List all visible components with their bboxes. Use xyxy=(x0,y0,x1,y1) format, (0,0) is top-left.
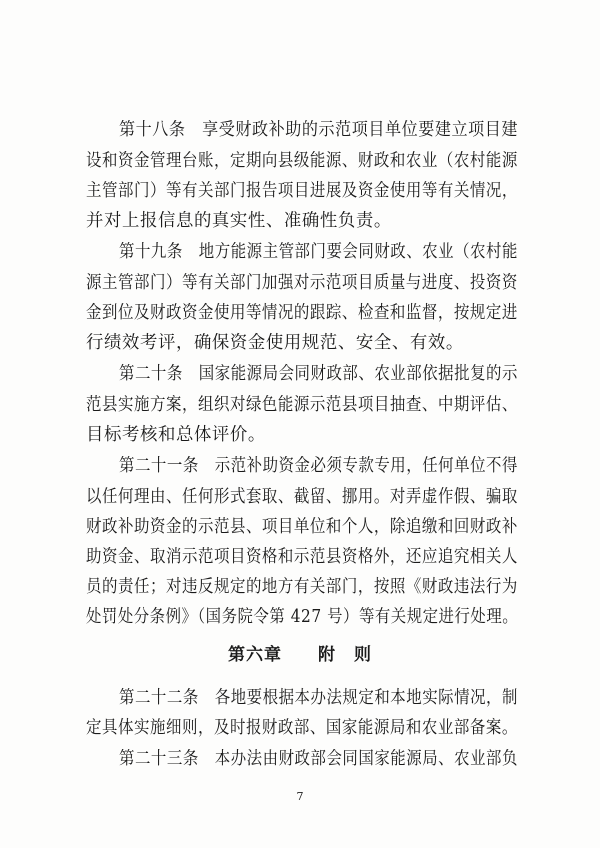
article-21-line-2: 以任何理由、任何形式套取、截留、挪用。对弄虚作假、骗取 xyxy=(86,487,518,507)
article-21-line-1: 第二十一条 示范补助资金必须专款专用，任何单位不得 xyxy=(119,456,518,476)
article-19-line-3: 金到位及财政资金使用等情况的跟踪、检查和监督，按规定进 xyxy=(86,303,518,323)
article-20-line-1: 第二十条 国家能源局会同财政部、农业部依据批复的示 xyxy=(119,364,518,384)
article-20-line-2: 范县实施方案，组织对绿色能源示范县项目抽查、中期评估、 xyxy=(86,395,518,415)
article-21-line-6: 处罚处分条例》（国务院令第 427 号）等有关规定进行处理。 xyxy=(86,607,519,627)
article-23-line-1: 第二十三条 本办法由财政部会同国家能源局、农业部负 xyxy=(119,749,518,769)
article-21-line-4: 助资金、取消示范项目资格和示范县资格外，还应追究相关人 xyxy=(86,547,518,567)
article-19-line-2: 源主管部门）等有关部门加强对示范项目质量与进度、投资资 xyxy=(86,273,518,293)
article-19-line-1: 第十九条 地方能源主管部门要会同财政、农业（农村能 xyxy=(119,242,518,262)
article-18-line-1: 第十八条 享受财政补助的示范项目单位要建立项目建 xyxy=(119,120,518,140)
article-18-line-2: 设和资金管理台账，定期向县级能源、财政和农业（农村能源 xyxy=(86,151,518,171)
article-18-line-3: 主管部门）等有关部门报告项目进展及资金使用等有关情况， xyxy=(86,181,518,201)
page-number: 7 xyxy=(296,790,304,803)
article-19-line-4: 行绩效考评，确保资金使用规范、安全、有效。 xyxy=(86,333,464,353)
article-18-line-4: 并对上报信息的真实性、准确性负责。 xyxy=(86,211,392,231)
article-20-line-3: 目标考核和总体评价。 xyxy=(86,425,266,445)
article-21-line-3: 财政补助资金的示范县、项目单位和个人，除追缴和回财政补 xyxy=(86,517,518,537)
chapter-heading: 第六章 附 则 xyxy=(228,645,372,665)
article-22-line-2: 定具体实施细则，及时报财政部、国家能源局和农业部备案。 xyxy=(86,718,518,738)
article-21-line-5: 员的责任；对违反规定的地方有关部门，按照《财政违法行为 xyxy=(86,577,518,597)
article-22-line-1: 第二十二条 各地要根据本办法规定和本地实际情况，制 xyxy=(119,688,518,708)
